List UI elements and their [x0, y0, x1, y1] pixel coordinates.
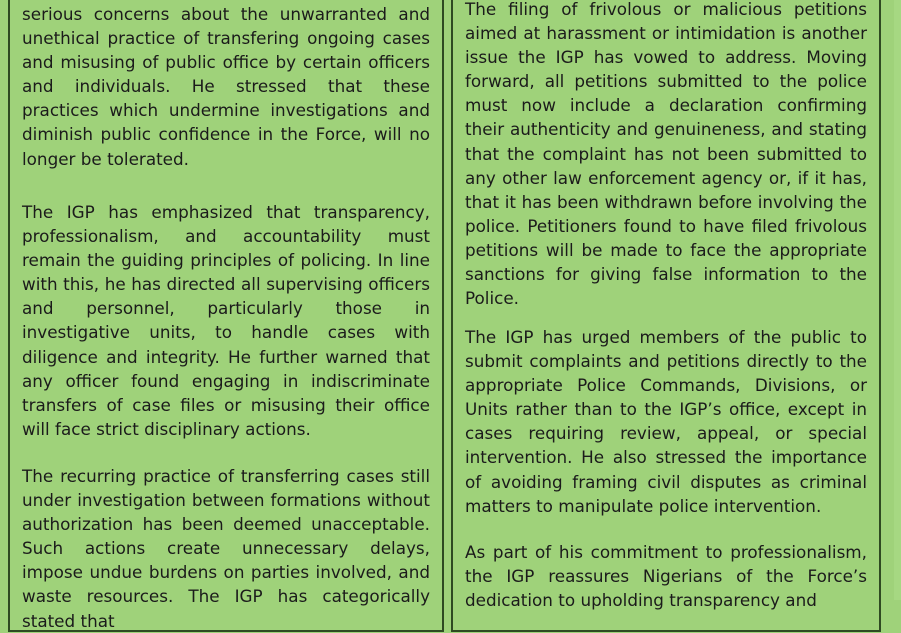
right-paragraph-1: The filing of frivolous or malicious petitions aimed at harassment or intimidation is another issue the IGP has vowed to address. Moving forward, all petitions submitted to the police must now include a declaration confirming their authenticity and genuineness, and stating that the complaint has not been submitted to any other law enforcement agency or, if it has, that it has been withdrawn before involving the police. Petitioners found to have filed frivolous petitions will be made to face the appropriate sanctions for giving false information to the Police. — [465, 0, 867, 309]
left-paragraph-3: The recurring practice of transferring cases still under investigation between formations without authorization has been deemed unacceptable. Such actions create unnecessary delays, impose undue burdens on parties involved, and waste resources. The IGP has categorically stated that — [22, 466, 430, 631]
left-text-column — [8, 0, 444, 632]
page-edge-strip — [894, 0, 901, 600]
left-paragraph-2: The IGP has emphasized that transparency, professionalism, and accountability must remain the guiding principles of policing. In line with this, he has directed all supervising officers and personnel, particularly those in investigative units, to handle cases with diligence and integrity. He further warned that any officer found engaging in indiscriminate transfers of case files or misusing their office will face strict disciplinary actions. — [22, 202, 430, 439]
left-paragraph-1: serious concerns about the unwarranted and unethical practice of transfering ongoing cases and misusing of public office by certain officers and individuals. He stressed that these practices which undermine investigations and diminish public confidence in the Force, will no longer be tolerated. — [22, 4, 430, 169]
right-paragraph-2: The IGP has urged members of the public to submit complaints and petitions directly to the appropriate Police Commands, Divisions, or Units rather than to the IGP’s office, except in cases requiring review, appeal, or special intervention. He also stressed the importance of avoiding framing civil disputes as criminal matters to manipulate police intervention. — [465, 327, 867, 516]
right-paragraph-3: As part of his commitment to professionalism, the IGP reassures Nigerians of the Force’s dedication to upholding transparency and — [465, 542, 867, 611]
right-text-column — [451, 0, 881, 632]
